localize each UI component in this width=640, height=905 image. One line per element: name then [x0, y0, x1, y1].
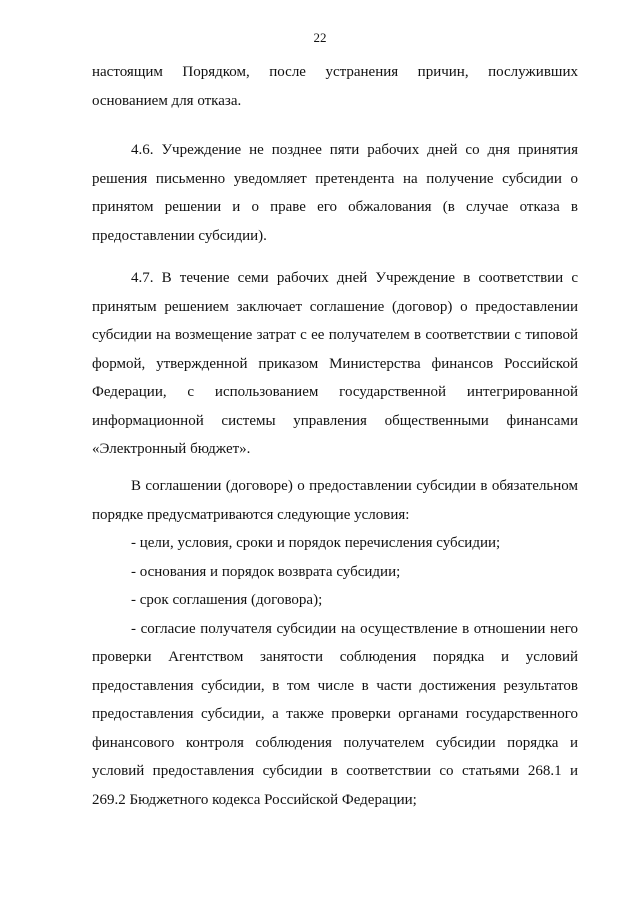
clause-4-6-block: [92, 136, 578, 250]
conditions-block: [92, 472, 578, 814]
clause-4-7-block: [92, 264, 578, 464]
page-number: 22: [313, 30, 327, 45]
clause-4-6-paragraph: 4.6. Учреждение не позднее пяти рабочих дней со дня принятия решения письменно уведомляет претендента на получение субсидии о принятом решении и о праве его обжалования (в случае отказа в предоставлении субсидии).: [92, 142, 578, 244]
clause-4-7-paragraph: 4.7. В течение семи рабочих дней Учреждение в соответствии с принятым решением заключает соглашение (договор) о предоставлении субсидии на возмещение затрат с ее получателем в соответствии с типовой формой, утвержденной приказом Министерства финансов Российской Федерации, с использованием государственной интегрированной информационной системы управления общественными финансами «Электронный бюджет».: [92, 270, 578, 457]
condition-item: - согласие получателя субсидии на осуществление в отношении него проверки Агентством занятости соблюдения порядка и условий предоставления субсидии, в том числе в части достижения результатов предоставления субсидии, а также проверки органами государственного финансового контроля соблюдения получателем субсидии порядка и условий предоставления субсидии в соответствии со статьями 268.1 и 269.2 Бюджетного кодекса Российской Федерации;: [92, 620, 578, 808]
continuation-paragraph: настоящим Порядком, после устранения причин, послуживших основанием для отказа.: [92, 64, 578, 109]
condition-item: - срок соглашения (договора);: [131, 592, 323, 608]
condition-item: - основания и порядок возврата субсидии;: [131, 563, 401, 580]
continuation-block: [92, 58, 578, 115]
condition-item: - цели, условия, сроки и порядок перечисления субсидии;: [131, 535, 501, 551]
conditions-intro-paragraph: В соглашении (договоре) о предоставлении субсидии в обязательном порядке предусматриваются следующие условия:: [92, 478, 578, 523]
